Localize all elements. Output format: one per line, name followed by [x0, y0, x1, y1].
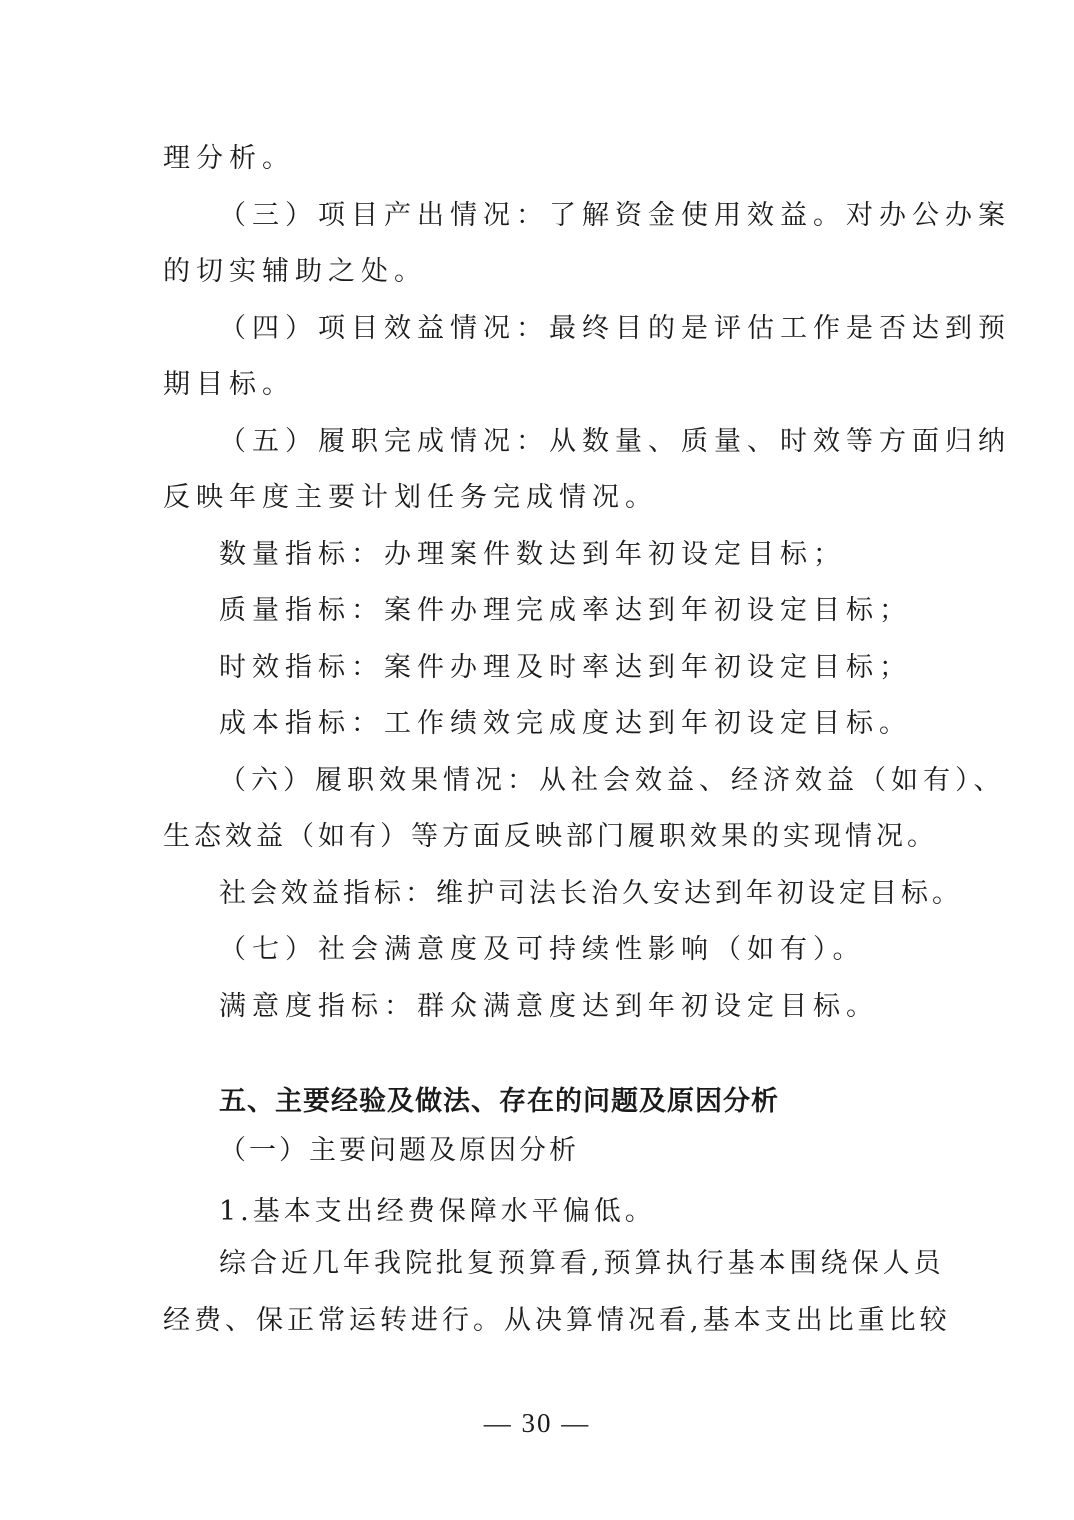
paragraph-line: （四）项目效益情况：最终目的是评估工作是否达到预 — [219, 313, 1011, 344]
paragraph-line: （六）履职效果情况：从社会效益、经济效益（如有）、 — [219, 765, 1006, 796]
paragraph-line: 生态效益（如有）等方面反映部门履职效果的实现情况。 — [163, 821, 938, 852]
paragraph-line: （五）履职完成情况：从数量、质量、时效等方面归纳 — [219, 426, 1011, 457]
paragraph-line: 时效指标：案件办理及时率达到年初设定目标； — [219, 652, 912, 683]
paragraph-line: 反映年度主要计划任务完成情况。 — [163, 482, 658, 513]
paragraph-line: 综合近几年我院批复预算看,预算执行基本围绕保人员 — [219, 1248, 945, 1279]
paragraph-line: 经费、保正常运转进行。从决算情况看,基本支出比重比较 — [163, 1305, 951, 1336]
paragraph-line: 的切实辅助之处。 — [163, 256, 427, 287]
section-heading: 五、主要经验及做法、存在的问题及原因分析 — [219, 1086, 779, 1117]
paragraph-line: 社会效益指标：维护司法长治久安达到年初设定目标。 — [219, 878, 963, 909]
paragraph-line: 成本指标：工作绩效完成度达到年初设定目标。 — [219, 708, 912, 739]
paragraph-line: 1.基本支出经费保障水平偏低。 — [219, 1196, 656, 1227]
page-number: — 30 — — [483, 1408, 591, 1438]
paragraph-line: 质量指标：案件办理完成率达到年初设定目标； — [219, 595, 912, 626]
paragraph-line: 理分析。 — [163, 143, 295, 174]
paragraph-line: 数量指标：办理案件数达到年初设定目标； — [219, 539, 846, 570]
subsection-heading: （一）主要问题及原因分析 — [219, 1135, 579, 1166]
paragraph-line: 满意度指标：群众满意度达到年初设定目标。 — [219, 991, 879, 1022]
paragraph-line: （七）社会满意度及可持续性影响（如有）。 — [219, 934, 866, 965]
paragraph-line: 期目标。 — [163, 369, 295, 400]
paragraph-line: （三）项目产出情况：了解资金使用效益。对办公办案 — [219, 200, 1011, 231]
